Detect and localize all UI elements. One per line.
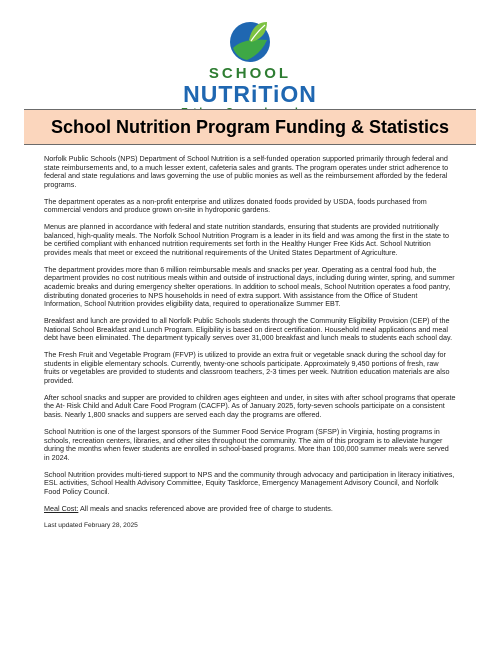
document-body (44, 155, 456, 538)
logo-nutrition-text: NUTRiTiON (183, 81, 317, 107)
meal-cost-note (44, 505, 456, 514)
paragraph-community-support: School Nutrition provides multi-tiered support to NPS and the community through advocacy and participation in literacy initiatives, ESL activities, School Health Advisory Committee, Equity Taskforce, Emergency Management Advisory Council, and Norfolk Food Policy Council. (44, 469, 455, 496)
globe-leaf-icon (227, 18, 273, 64)
paragraph-meal-volume: The department provides more than 6 million reimbursable meals and snacks per year. Operating as a central food hub, the department provides no cost nutritious meals within and outside of instructional days, including during winter, spring, and summer academic breaks and during emergency shelter operations. In addition to school meals, School Nutrition operates a food pantry, distributing donated groceries to NPS households in need of extra support. With assistance from the Office of Student Information, School Nutrition provides eligibility data, required to operationalize Summer EBT. (44, 264, 455, 309)
logo-school-text: SCHOOL (208, 65, 292, 82)
last-updated: Last updated February 28, 2025 (44, 521, 138, 529)
paragraph-menus: Menus are planned in accordance with federal and state nutrition standards, ensuring that students are provided nutritionally balanced, high-quality meals. The Norfolk School Nutrition Program is a leader in its field and was among the first in the state to be certified compliant with enhanced nutrition requirements set forth in the Healthy Hunger Free Kids Act. School Nutrition provides meals that meet or exceed the nutritional requirements of the United States Department of Agriculture. (44, 222, 449, 257)
school-nutrition-logo (0, 18, 500, 119)
paragraph-cep: Breakfast and lunch are provided to all Norfolk Public Schools students through the Community Eligibility Provision (CEP) of the National School Breakfast and Lunch Program. Eligibility is based on direct certification. Household meal applications and meal debt have been eliminated. The department typically serves over 31,000 breakfast and lunch meals to students each school day. (44, 316, 453, 343)
meal-cost-label: Meal Cost: (44, 503, 79, 513)
title-banner (24, 109, 476, 145)
paragraph-sfsp: School Nutrition is one of the largest sponsors of the Summer Food Service Program (SFSP) in Virginia, hosting programs in schools, recreation centers, libraries, and other sites throughout the community. The aim of this program is to alleviate hunger during the months when fewer students are enrolled in school-based programs. More than 100,000 summer meals were served in 2024. (44, 426, 449, 462)
paragraph-operations: The department operates as a non-profit enterprise and utilizes donated foods provided by USDA, foods purchased from commercial vendors and produce grown on-site in hydroponic gardens. (44, 196, 427, 215)
meal-cost-text: All meals and snacks referenced above are provided free of charge to students. (78, 503, 333, 513)
paragraph-ffvp: The Fresh Fruit and Vegetable Program (FFVP) is utilized to provide an extra fruit or vegetable snack during the school day for students in eligible elementary schools. Currently, twenty-one schools participate. Approximately 9,450 portions of fresh, raw fruits or vegetables are provided to students and classroom teachers, 2-3 times per week. Nutrition education materials are also provided. (44, 350, 450, 385)
paragraph-cacfp: After school snacks and supper are provided to children ages eighteen and under, in sites with after school programs that operate the At- Risk Child and Adult Care Food Program (CACFP). As of January 2025, forty-seven schools participate on a consistent basis. Nearly 1,800 snacks and suppers are served each day the programs are offered. (44, 392, 456, 420)
paragraph-funding: Norfolk Public Schools (NPS) Department of School Nutrition is a self-funded operation supported primarily through federal and state reimbursements and, to a much lesser extent, cafeteria sales and grants. The program operates under strict adherence to federal and state regulations and laws governing the use of public monies as well as the reimbursement afforded by the federal programs. (44, 154, 449, 189)
page-title: School Nutrition Program Funding & Statistics (50, 116, 449, 137)
